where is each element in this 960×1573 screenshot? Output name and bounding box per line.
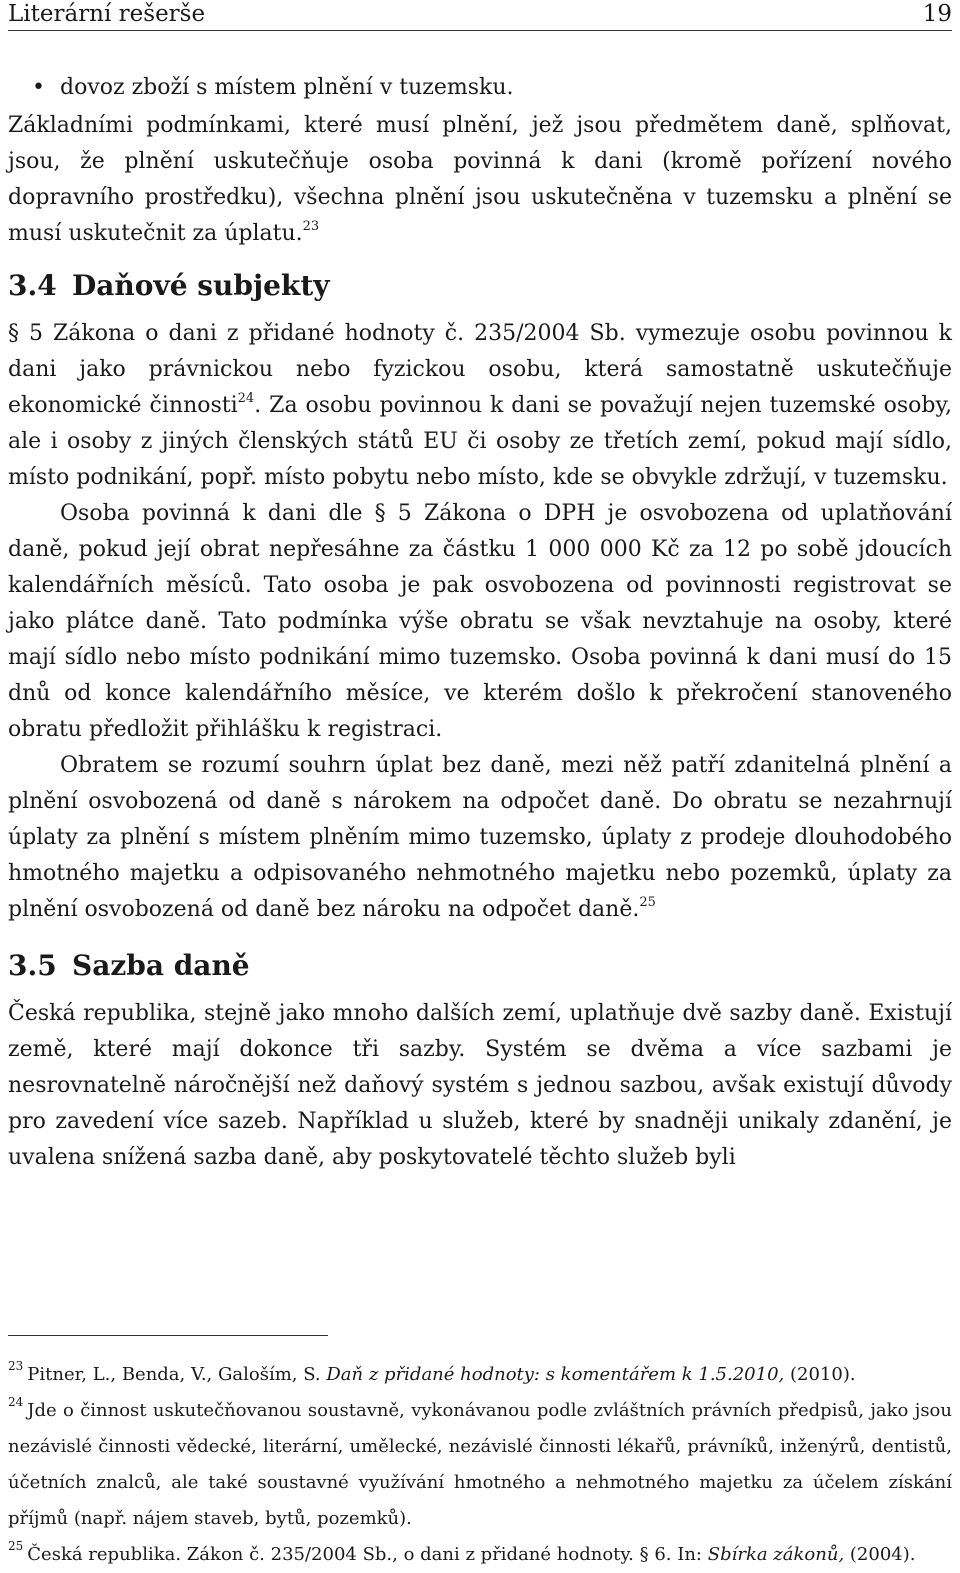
footnote-separator	[8, 1335, 328, 1336]
footnote-ref[interactable]: 23	[302, 218, 320, 234]
footnote-23: $^{23}$ Pitner, L., Benda, V., Galoším, S. Daň z přidané hodnoty: s komentářem k 1.5.2010, (2010).	[8, 1359, 856, 1385]
section-heading-3-4: 3.4 Daňové subjekty	[8, 269, 330, 302]
list-item-text: dovoz zboží s místem plnění v tuzemsku.	[60, 75, 514, 100]
paragraph-exemption: Osoba povinná k dani dle § 5 Zákona o DPH je osvobozena od uplatňování daně, pokud její obrat nepřesáhne za částku 1 000 000 Kč za 12 po sobě jdoucích kalendářních měsíců. Tato osoba je pak osvobozena od povinnosti registrovat se jako plátce daně. Tato podmínka výše obratu se však nevztahuje na osoby, které mají sídlo nebo místo podnikání mimo tuzemsko. Osoba povinná k dani musí do 15 dnů od konce kalendářního měsíce, ve kterém došlo k překročení stanoveného obratu předložit přihlášku k registraci.	[8, 501, 952, 742]
bullet-icon: •	[32, 75, 45, 100]
paragraph-turnover: Obratem se rozumí souhrn úplat bez daně, mezi něž patří zdanitelná plnění a plnění osvobozená od daně s nárokem na odpočet daně. Do obratu se nezahrnují úplaty za plnění s místem plněním mimo tuzemsko, úplaty z prodeje dlouhodobého hmotného majetku a odpisovaného nehmotného majetku nebo pozemků, úplaty za plnění osvobozená od daně bez nároku na odpočet daně.$^{25}$	[8, 753, 952, 922]
paragraph-taxable-person: § 5 Zákona o dani z přidané hodnoty č. 235/2004 Sb. vymezuje osobu povinnou k dani jako právnickou nebo fyzickou osobu, která samostatně uskutečňuje ekonomické činnosti$^{24}$. Za osobu povinnou k dani se považují nejen tuzemské osoby, ale i osoby z jiných členských států EU či osoby ze třetích zemí, pokud mají sídlo, místo podnikání, popř. místo pobytu nebo místo, kde se obvykle zdržují, v tuzemsku.	[8, 321, 952, 490]
footnote-24: $^{24}$ Jde o činnost uskutečňovanou soustavně, vykonávanou podle zvláštních právních předpisů, jako jsou nezávislé činnosti vědecké, literární, umělecké, nezávislé činnosti lékařů, právníků, inženýrů, dentistů, účetních znalců, ale také soustavné využívání hmotného a nehmotného majetku za účelem získání příjmů (např. nájem staveb, bytů, pozemků).	[8, 1395, 952, 1529]
page-number: 19	[922, 1, 952, 27]
footnote-ref[interactable]: 24	[237, 390, 255, 406]
paragraph-tax-rates: Česká republika, stejně jako mnoho dalších zemí, uplatňuje dvě sazby daně. Existují země, které mají dokonce tři sazby. Systém se dvěma a více sazbami je nesrovnatelně náročnější než daňový systém s jednou sazbou, avšak existují důvody pro zavedení více sazeb. Například u služeb, které by snadněji unikaly zdanění, je uvalena snížená sazba daně, aby poskytovatelé těchto služeb byli	[8, 1001, 952, 1170]
header-title: Literární rešerše	[8, 1, 206, 27]
footnote-ref[interactable]: 25	[639, 894, 656, 910]
list-item	[8, 70, 952, 106]
footnotes	[8, 1357, 952, 1573]
running-header	[8, 0, 952, 31]
paragraph-conditions: Základními podmínkami, které musí plnění, jež jsou předmětem daně, splňovat, jsou, že plnění uskutečňuje osoba povinná k dani (kromě pořízení nového dopravního prostředku), všechna plnění jsou uskutečněna v tuzemsku a plnění se musí uskutečnit za úplatu.$^{23}$	[8, 113, 952, 246]
section-heading-3-5: 3.5 Sazba daně	[8, 949, 250, 982]
footnote-25: $^{25}$ Česká republika. Zákon č. 235/2004 Sb., o dani z přidané hodnoty. § 6. In: Sbírka zákonů, (2004).	[8, 1539, 916, 1565]
page-body	[8, 70, 952, 1176]
